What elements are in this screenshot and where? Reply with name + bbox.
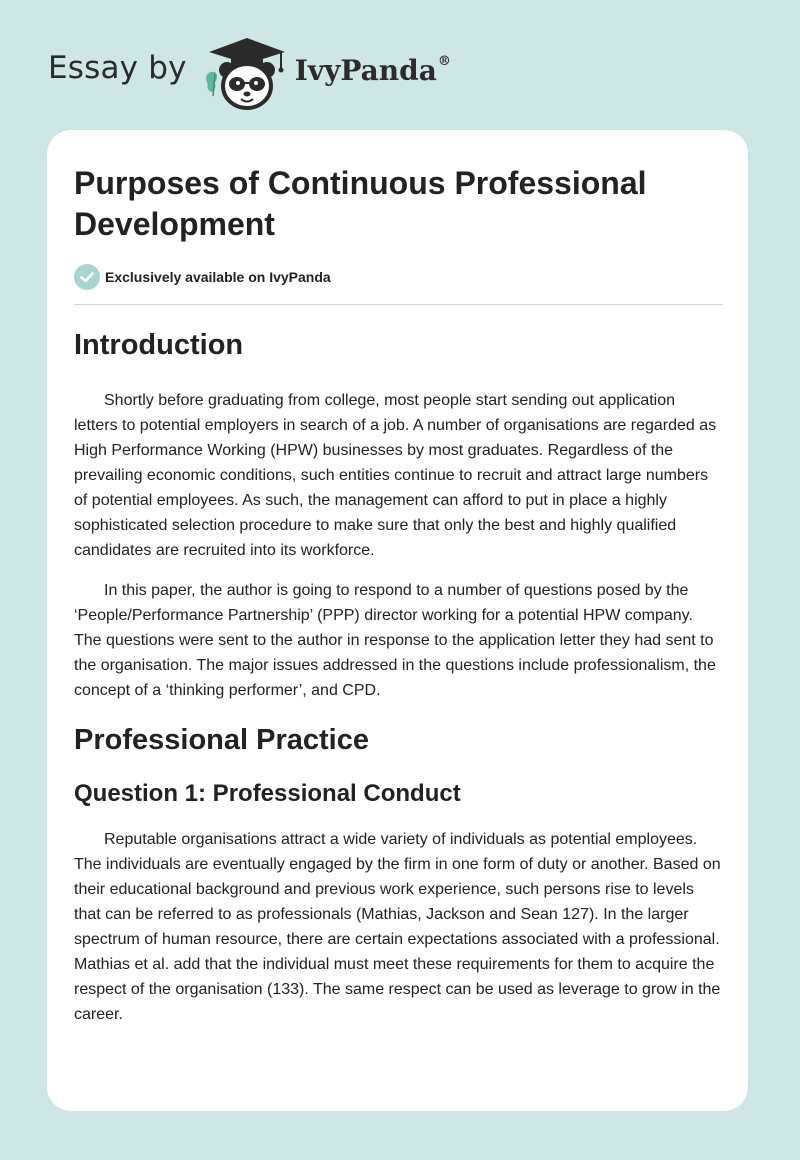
registered-mark: ® [437,54,451,70]
badge-text: Exclusively available on IvyPanda [105,269,331,285]
brand-name-text: IvyPanda [294,53,437,87]
title-divider [74,304,723,305]
brand-prefix: Essay by [48,50,187,86]
subsection-heading: Question 1: Professional Conduct [74,780,461,807]
check-circle-icon [74,264,100,290]
essay-content [74,163,723,1027]
site-brand[interactable] [48,34,451,114]
brand-name [295,54,451,87]
exclusive-badge [74,263,723,291]
essay-title: Purposes of Continuous Professional Development [74,165,647,242]
section-heading: Introduction [74,329,244,361]
section-professional-practice [74,723,723,1027]
paragraph: Shortly before graduating from college, most people start sending out application letters to potential employers in search of a job. A number of organisations are regarded as High Performance Working (HPW) businesses by most graduates. Regardless of the prevailing economic conditions, such entities continue to recruit and attract large numbers of potential employees. As such, the management can afford to put in place a highly sophisticated selection procedure to make sure that only the best and highly qualified candidates are recruited into its workforce. [74,392,717,559]
paragraph: Reputable organisations attract a wide variety of individuals as potential employees. The individuals are eventually engaged by the firm in one form of duty or another. Based on their educational background and previous work experience, such persons rise to levels that can be referred to as professionals (Mathias, Jackson and Sean 127). In the larger spectrum of human resource, there are certain expectations associated with a professional. Mathias et al. add that the individual must meet these requirements for them to acquire the respect of the organisation (133). The same respect can be used as leverage to grow in the career. [74,831,721,1023]
panda-logo-icon [201,34,291,114]
paragraph: In this paper, the author is going to respond to a number of questions posed by the ‘People/Performance Partnership’ (PPP) director working for a potential HPW company. The questions were sent to the author in response to the application letter they had sent to the organisation. The major issues addressed in the questions include professionalism, the concept of a ‘thinking performer’, and CPD. [74,582,716,699]
essay-card [47,130,748,1111]
section-heading: Professional Practice [74,724,369,756]
section-introduction [74,328,723,703]
